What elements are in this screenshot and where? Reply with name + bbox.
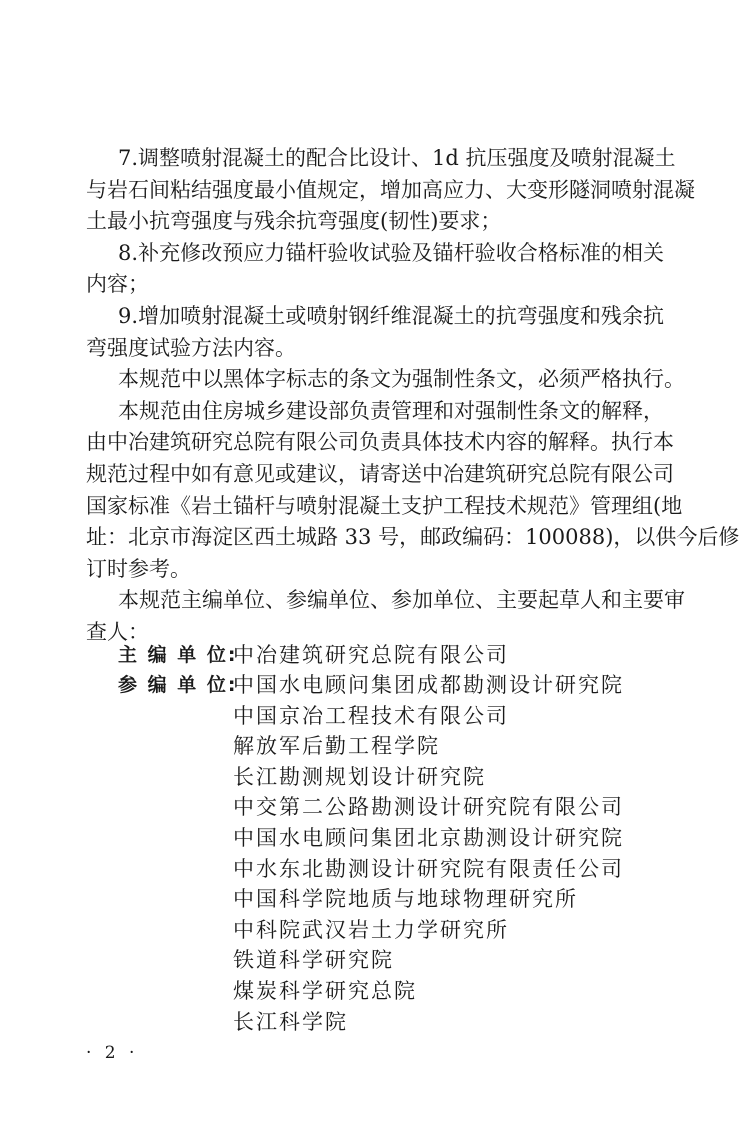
co-editor-row xyxy=(86,792,664,823)
paragraph xyxy=(86,396,740,586)
unit-name: 长江勘测规划设计研究院 xyxy=(233,764,486,789)
unit-name: 铁道科学研究院 xyxy=(233,948,394,973)
unit-name: 煤炭科学研究总院 xyxy=(233,979,417,1004)
text-line: 土最小抗弯强度与残余抗弯强度(韧性)要求； xyxy=(86,209,502,234)
text-line: 弯强度试验方法内容。 xyxy=(86,335,296,360)
co-editor-row xyxy=(86,915,664,946)
text-line: 查人： xyxy=(86,619,149,644)
text-line: 规范过程中如有意见或建议，请寄送中冶建筑研究总院有限公司 xyxy=(86,461,674,486)
unit-label xyxy=(86,701,233,732)
unit-label xyxy=(86,823,233,854)
unit-name: 长江科学院 xyxy=(233,1009,348,1034)
unit-label xyxy=(86,854,233,885)
paragraph xyxy=(86,364,685,396)
editing-units xyxy=(86,640,664,1038)
unit-name: 中交第二公路勘测设计研究院有限公司 xyxy=(233,795,624,820)
page-number: · 2 · xyxy=(86,1043,139,1063)
paragraph xyxy=(86,301,664,364)
text-line: 7.调整喷射混凝土的配合比设计、1d 抗压强度及喷射混凝土 xyxy=(118,146,676,170)
unit-label xyxy=(86,884,233,915)
unit-label xyxy=(86,976,233,1007)
unit-label xyxy=(86,731,233,762)
document-body xyxy=(86,143,740,1037)
co-editor-row xyxy=(86,823,664,854)
co-editor-row xyxy=(86,976,664,1007)
co-editor-row xyxy=(86,854,664,885)
unit-name: 中科院武汉岩土力学研究所 xyxy=(233,917,509,942)
unit-label xyxy=(86,792,233,823)
co-editor-row xyxy=(86,762,664,793)
text-line: 国家标准《岩土锚杆与喷射混凝土支护工程技术规范》管理组(地 xyxy=(86,493,683,518)
text-line: 内容； xyxy=(86,272,149,297)
unit-name: 中国科学院地质与地球物理研究所 xyxy=(233,887,578,912)
text-line: 本规范由住房城乡建设部负责管理和对强制性条文的解释， xyxy=(118,398,664,423)
co-editor-row xyxy=(86,670,664,701)
paragraph xyxy=(86,238,664,301)
paragraph xyxy=(86,143,695,238)
text-line: 9.增加喷射混凝土或喷射钢纤维混凝土的抗弯强度和残余抗 xyxy=(118,303,664,328)
unit-name: 中冶建筑研究总院有限公司 xyxy=(233,642,509,667)
text-line: 址：北京市海淀区西土城路 33 号，邮政编码：100088)，以供今后修 xyxy=(86,525,740,550)
unit-label xyxy=(86,915,233,946)
unit-name: 解放军后勤工程学院 xyxy=(233,734,440,759)
text-line: 本规范中以黑体字标志的条文为强制性条文，必须严格执行。 xyxy=(118,367,685,392)
co-editor-row xyxy=(86,731,664,762)
unit-label xyxy=(86,1007,233,1038)
co-editor-row xyxy=(86,1007,664,1038)
unit-name: 中国京冶工程技术有限公司 xyxy=(233,703,509,728)
unit-name: 中国水电顾问集团北京勘测设计研究院 xyxy=(233,826,624,851)
text-line: 订时参考。 xyxy=(86,556,191,581)
co-editor-row xyxy=(86,701,664,732)
chief-editor-row xyxy=(86,640,664,671)
co-editor-row xyxy=(86,945,664,976)
unit-label: 参 编 单 位: xyxy=(118,674,238,697)
text-line: 与岩石间粘结强度最小值规定，增加高应力、大变形隧洞喷射混凝 xyxy=(86,177,695,202)
unit-name: 中国水电顾问集团成都勘测设计研究院 xyxy=(233,673,624,698)
text-line: 8.补充修改预应力锚杆验收试验及锚杆验收合格标准的相关 xyxy=(118,240,664,265)
unit-label: 主 编 单 位: xyxy=(118,643,238,666)
co-editor-row xyxy=(86,884,664,915)
text-line: 本规范主编单位、参编单位、参加单位、主要起草人和主要审 xyxy=(118,588,685,613)
unit-label xyxy=(86,945,233,976)
unit-name: 中水东北勘测设计研究院有限责任公司 xyxy=(233,856,624,881)
text-line: 由中冶建筑研究总院有限公司负责具体技术内容的解释。执行本 xyxy=(86,430,674,455)
unit-label xyxy=(86,762,233,793)
